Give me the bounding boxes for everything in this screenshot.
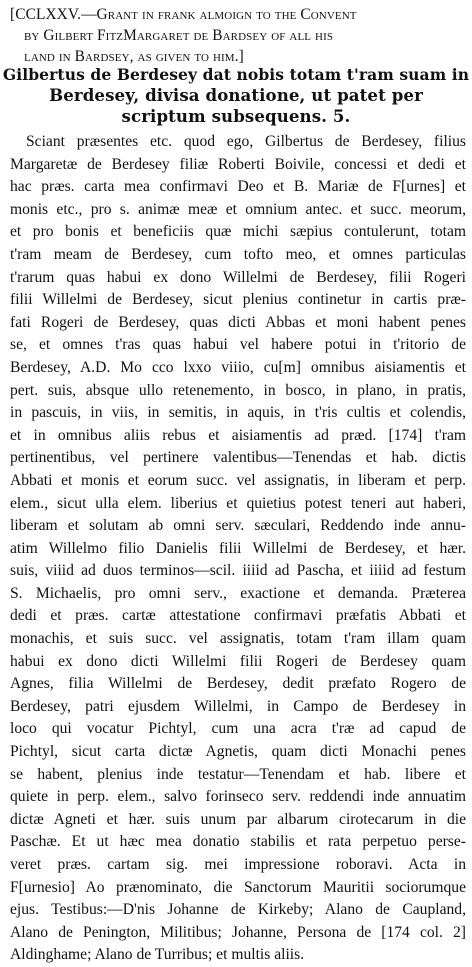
heading-line: land in Bardsey, as given to him.] xyxy=(24,48,244,65)
body-line: filii Willelmi de Berdesey, sicut plenius continetur in cartis præ- xyxy=(10,291,466,309)
body-line: loco qui vocatur Pichtyl, cum una acra t'ræ ad capud de xyxy=(10,720,466,738)
title-line: scriptum subsequens. 5. xyxy=(121,106,351,126)
heading-line: by Gilbert FitzMargaret de Bardsey of all his xyxy=(24,27,334,44)
body-line: Paschæ. Et ut hæc mea donatio stabilis et rata perpetuo perse- xyxy=(10,833,466,851)
body-line: veret præs. cartam sig. mei impressione roboravi. Acta in xyxy=(10,856,466,873)
body-line: se, et omnes t'ras quas habui vel habere potui in t'ritorio de xyxy=(10,336,466,354)
body-line: suis, viiid ad duos terminos—scil. iiiid ad Pascha, et iiiid ad festum xyxy=(10,562,466,580)
charter-body xyxy=(10,131,466,967)
body-line: F[urnesio] Ao prænominato, die Sanctorum Mauritii sociorumque xyxy=(10,878,466,896)
body-line: monachis, et suis succ. vel assignatis, totam t'ram illam quam xyxy=(10,630,466,648)
body-line: Berdesey, A.D. Mo cco lxxo viiio, cu[m] omnibus aisiamentis et xyxy=(10,358,466,376)
charter-heading xyxy=(10,4,466,67)
body-line: pertinentibus, vel pertinere valentibus—Tenendas et hab. dictis xyxy=(10,449,466,467)
body-line: Aldinghame; Alano de Turribus; et multis aliis. xyxy=(10,946,305,964)
body-line: t'rarum quas habui ex dono Willelmi de Berdesey, filii Rogeri xyxy=(10,268,466,286)
body-line: t'ram meam de Berdesey, cum tofto meo, et omnes particulas xyxy=(10,245,466,263)
body-line: Alano de Penington, Militibus; Johanne, Persona de [174 col. 2] xyxy=(10,923,466,941)
body-line: dedi et præs. cartæ attestatione confirmavi præfatis Abbati et xyxy=(10,607,466,625)
body-line: quiete in perp. elem., salvo forinseco serv. reddendi inde annuatim xyxy=(10,788,466,806)
body-line: Abbati et monis et eorum succ. vel assignatis, in liberam et perp. xyxy=(10,471,466,489)
body-line: ejus. Testibus:—D'nis Johanne de Kirkeby; Alano de Caupland, xyxy=(10,901,466,919)
body-line: elem., sicut ulla elem. liberius et quietius potest teneri aut haberi, xyxy=(10,494,466,512)
body-line: dictæ Agneti et hær. suis unum par albarum cirotecarum in die xyxy=(10,810,466,828)
body-line: Agnes, filia Willelmi de Berdesey, dedit præfato Rogero de xyxy=(10,675,466,693)
body-line: hac præs. carta mea confirmavi Deo et B. Mariæ de F[urnes] et xyxy=(10,178,466,196)
title-line: Berdesey, divisa donatione, ut patet per xyxy=(49,85,423,105)
body-line: monis etc., pro s. animæ meæ et omnium antec. et succ. meorum, xyxy=(10,200,466,218)
title-line: Gilbertus de Berdesey dat nobis totam t'ram suam in xyxy=(2,65,470,84)
body-line: se habent, plenius inde testatur—Tenendam et hab. libere et xyxy=(10,765,466,783)
body-line: atim Willelmo filio Danielis filii Willelmi de Berdesey, et hær. xyxy=(10,539,466,557)
blackletter-title xyxy=(0,64,472,127)
body-line: et pro bonis et beneficiis quæ michi sæpius contulerunt, totam xyxy=(10,223,466,241)
body-line: Berdesey, patri ejusdem Willelmi, in Campo de Berdesey in xyxy=(10,697,466,715)
body-line: in pascuis, in viis, in semitis, in aquis, in t'ris cultis et colendis, xyxy=(10,404,466,422)
body-line: Sciant præsentes etc. quod ego, Gilbertus de Berdesey, filius xyxy=(26,133,466,150)
body-line: S. Michaelis, pro omni serv., exactione et demanda. Præterea xyxy=(10,584,466,602)
body-line: fati Rogeri de Berdesey, quas dicti Abbas et moni habent penes xyxy=(10,313,466,331)
body-line: et in omnibus aliis rebus et aisiamentis ad præd. [174] t'ram xyxy=(10,426,466,444)
body-line: Margaretæ de Berdesey filiæ Roberti Boivile, concessi et dedi et xyxy=(10,155,466,173)
body-line: habui ex dono dicti Willelmi filii Rogeri de Berdesey quam xyxy=(10,652,466,670)
body-line: Pichtyl, sicut carta dictæ Agnetis, quam dicti Monachi penes xyxy=(10,743,466,761)
heading-line: [CCLXXV.—Grant in frank almoign to the Convent xyxy=(10,6,357,23)
body-line: liberam et solutam ab omni serv. sæculari, Reddendo inde annu- xyxy=(10,517,466,535)
body-line: pert. suis, absque ullo retenemento, in bosco, in plano, in pratis, xyxy=(10,381,466,399)
